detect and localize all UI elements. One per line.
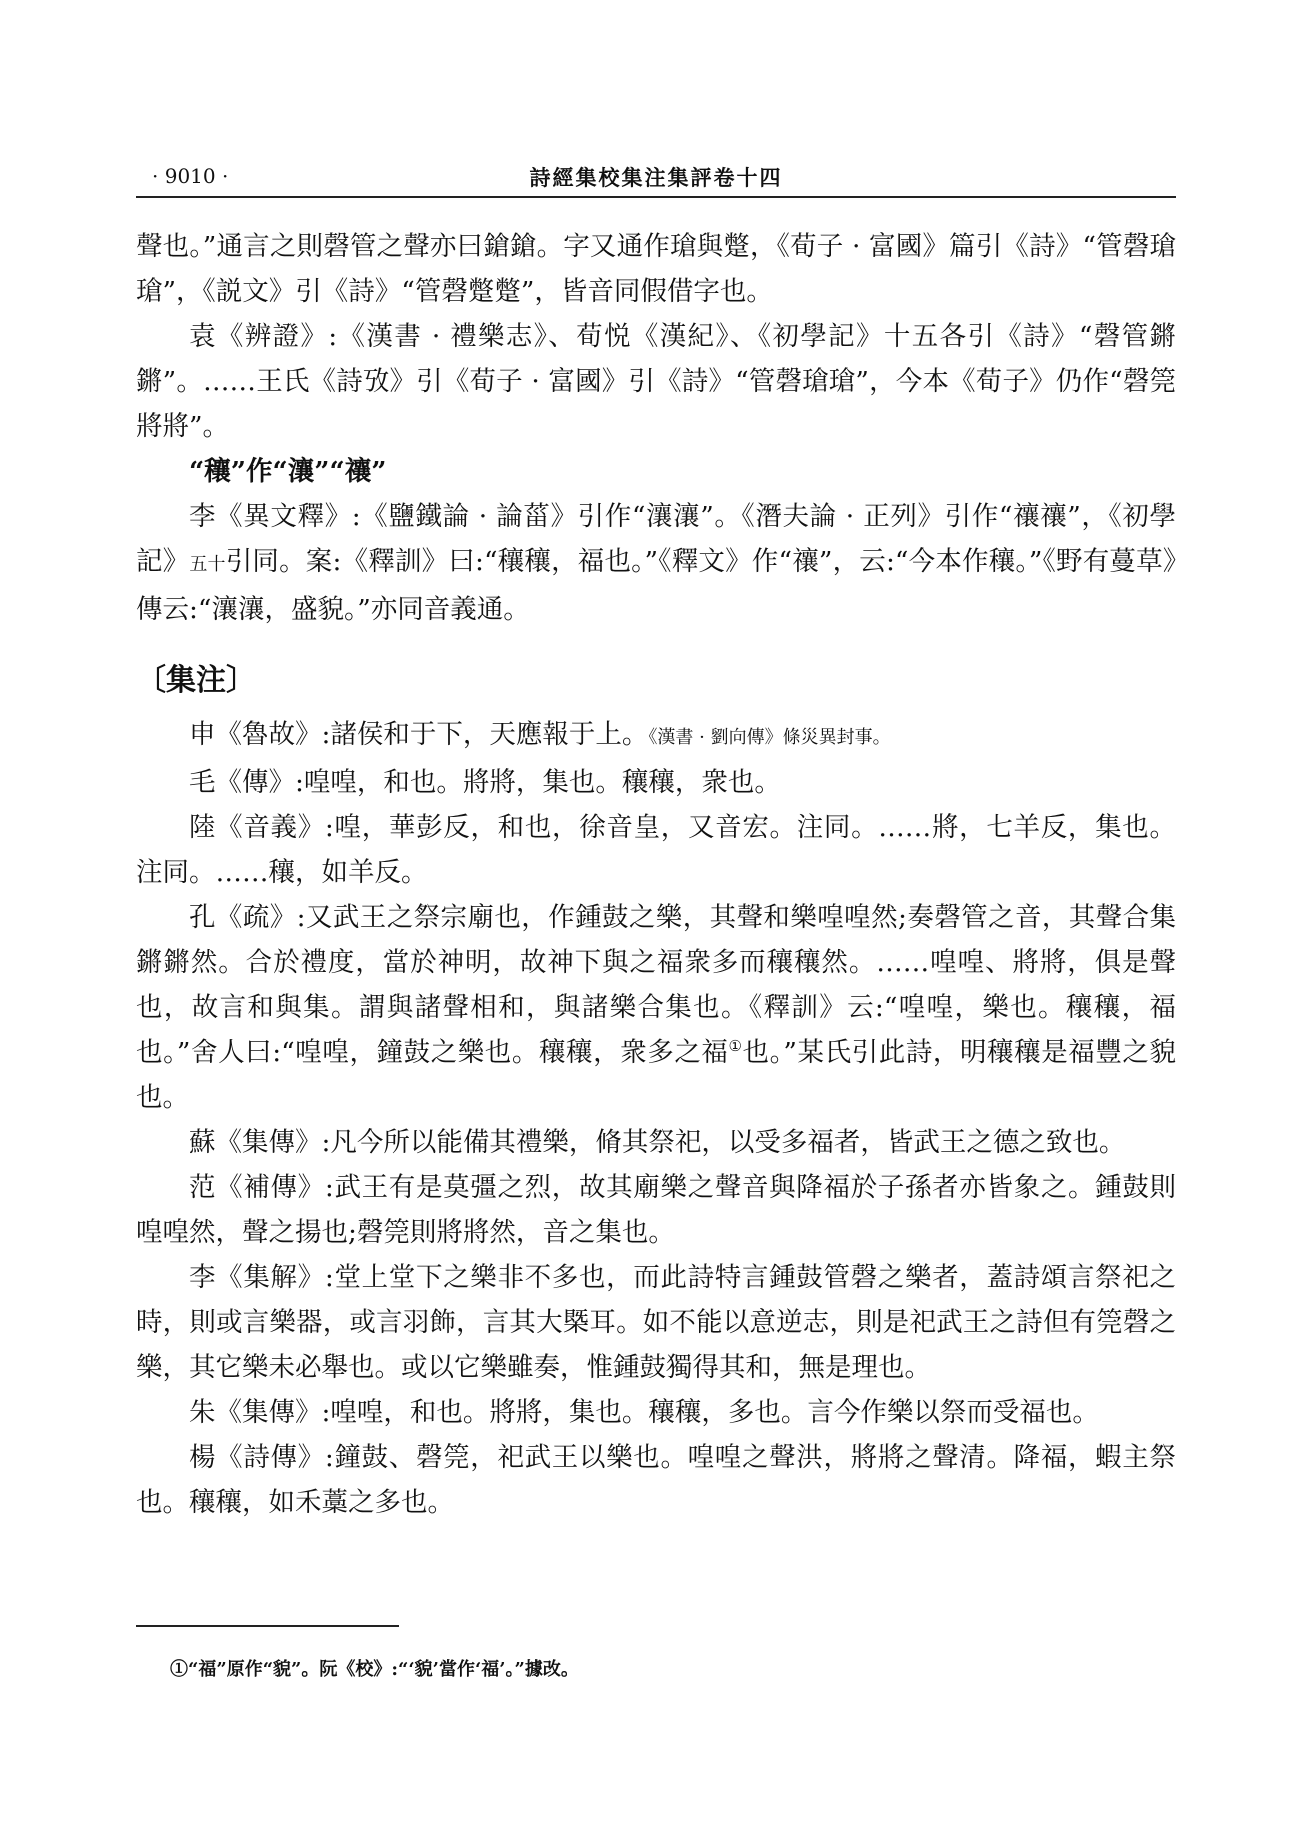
annotation-entry: 毛《傳》:喤喤，和也。將將，集也。穰穰，衆也。 xyxy=(189,767,781,798)
small-text: 五十 xyxy=(189,554,226,575)
main-text xyxy=(136,224,1176,1525)
text-run: 李《異文釋》:《鹽鐵論 · 論菑》引作“瀼瀼”。《潛夫論 · 正列》引作“禳禳”，《初學記》 xyxy=(136,501,1176,577)
text-run: 申《魯故》:諸侯和于下，天應報于上。 xyxy=(189,719,649,750)
page-header xyxy=(136,160,1176,198)
page-number: · 9010 · xyxy=(152,164,229,188)
annotation-entry: 楊《詩傳》:鐘鼓、磬筦，祀武王以樂也。喤喤之聲洪，將將之聲清。降福，蝦主祭也。穰穰，如禾藁之多也。 xyxy=(136,1442,1176,1518)
section-heading: 〔集注〕 xyxy=(136,663,256,698)
footnote-divider xyxy=(136,1625,399,1627)
variant-subheading: “穰”作“瀼”“禳” xyxy=(189,456,387,487)
annotation-entry xyxy=(136,712,1176,760)
footnote: ①“福”原作“貌”。阮《校》:“‘貌’當作‘福’。”據改。 xyxy=(170,1659,579,1680)
annotation-entry: 蘇《集傳》:凡今所以能備其禮樂，脩其祭祀，以受多福者，皆武王之德之致也。 xyxy=(189,1127,1126,1158)
paragraph: 袁《辨證》:《漢書 · 禮樂志》、荀悦《漢紀》、《初學記》十五各引《詩》“磬管鏘鏘”。……王氏《詩攷》引《荀子 · 富國》引《詩》“管磬瑲瑲”，今本《荀子》仍作“磬筦將將”。 xyxy=(136,321,1176,442)
small-text: 《漢書 · 劉向傳》條災異封事。 xyxy=(648,727,891,748)
annotation-entry xyxy=(136,895,1176,1120)
text-run: 也。”某氏引此詩，明穰穰是福豐之貌也。 xyxy=(136,1037,1176,1113)
running-title: 詩經集校集注集評卷十四 xyxy=(529,165,783,190)
annotation-entry: 范《補傳》:武王有是莫彊之烈，故其廟樂之聲音與降福於子孫者亦皆象之。鍾鼓則喤喤然，聲之揚也;磬筦則將將然，音之集也。 xyxy=(136,1172,1176,1248)
text-run: 孔《疏》:又武王之祭宗廟也，作鍾鼓之樂，其聲和樂喤喤然;奏磬管之音，其聲合集鏘鏘然。合於禮度，當於神明，故神下與之福衆多而穰穰然。……喤喤、將將，俱是聲也，故言和與集。謂與諸聲相和，與諸樂合集也。《釋訓》云:“喤喤，樂也。穰穰，福也。”舍人曰:“喤喤，鐘鼓之樂也。穰穰，衆多之福 xyxy=(136,902,1176,1068)
annotation-entry: 朱《集傳》:喤喤，和也。將將，集也。穰穰，多也。言今作樂以祭而受福也。 xyxy=(189,1397,1099,1428)
paragraph xyxy=(136,494,1176,632)
text-run: 引同。案:《釋訓》曰:“穰穰，福也。”《釋文》作“禳”，云:“今本作穰。”《野有蔓草》傳云:“瀼瀼，盛貌。”亦同音義通。 xyxy=(136,546,1176,625)
annotation-entry: 李《集解》:堂上堂下之樂非不多也，而此詩特言鍾鼓管磬之樂者，蓋詩頌言祭祀之時，則或言樂器，或言羽飾，言其大槩耳。如不能以意逆志，則是祀武王之詩但有筦磬之樂，其它樂未必舉也。或以它樂雖奏，惟鍾鼓獨得其和，無是理也。 xyxy=(136,1262,1176,1383)
footnote-marker[interactable]: ① xyxy=(728,1037,743,1056)
annotation-entry: 陸《音義》:喤，華彭反，和也，徐音皇，又音宏。注同。……將，七羊反，集也。注同。……穰，如羊反。 xyxy=(136,812,1176,888)
paragraph: 聲也。”通言之則磬管之聲亦曰鎗鎗。字又通作瑲與蹩，《荀子 · 富國》篇引《詩》“管磬瑲瑲”，《説文》引《詩》“管磬蹩蹩”，皆音同假借字也。 xyxy=(136,231,1176,307)
